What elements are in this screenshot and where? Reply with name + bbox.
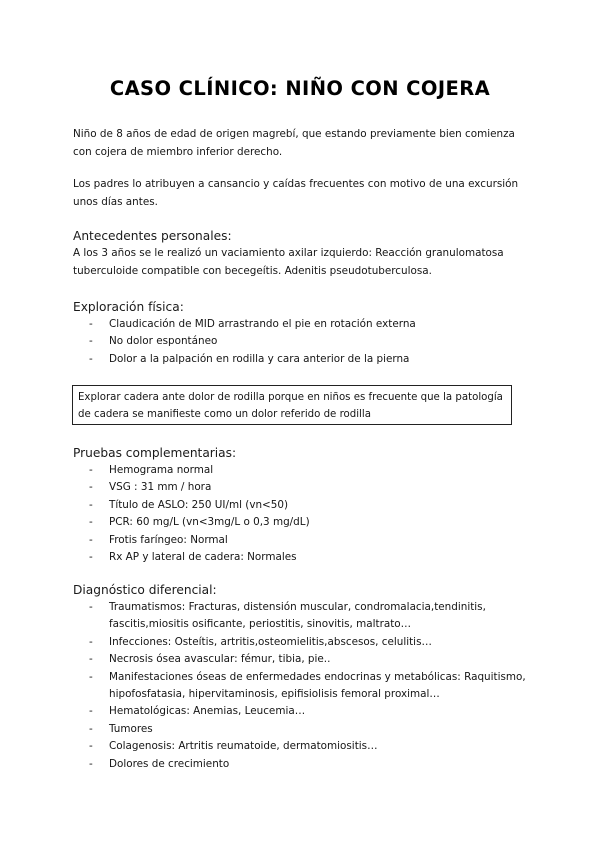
list-marker: - [89, 705, 93, 718]
list-item [73, 333, 533, 350]
callout-text: Explorar cadera ante dolor de rodilla porque en niños es frecuente que la patología de cadera se manifieste como un dolor referido de rodilla [78, 392, 503, 420]
list-marker: - [89, 533, 93, 546]
exploracion-heading: Exploración física: [73, 300, 184, 314]
list-marker: - [89, 352, 93, 365]
list-item [73, 462, 533, 479]
pruebas-heading: Pruebas complementarias: [73, 446, 237, 460]
list-item [73, 756, 533, 773]
list-item-text: Frotis faríngeo: Normal [109, 533, 228, 546]
list-item [73, 532, 533, 549]
list-item-text: Necrosis ósea avascular: fémur, tibia, pie.. [109, 653, 331, 666]
list-item-text: Dolor a la palpación en rodilla y cara anterior de la pierna [109, 352, 410, 365]
list-item [73, 351, 533, 368]
list-item [73, 549, 533, 566]
list-item [73, 479, 533, 496]
list-item [73, 721, 533, 738]
list-marker: - [89, 464, 93, 476]
list-item [73, 703, 533, 720]
list-marker: - [89, 551, 93, 564]
list-item-text: Hemograma normal [109, 464, 214, 476]
list-item-text: Dolores de crecimiento [109, 757, 230, 770]
pruebas-list [73, 462, 533, 566]
list-marker: - [89, 653, 93, 666]
list-marker: - [89, 498, 93, 511]
exploracion-list [73, 316, 533, 368]
list-marker: - [89, 722, 93, 735]
list-marker: - [89, 601, 93, 613]
list-item-text: Rx AP y lateral de cadera: Normales [109, 551, 297, 564]
intro-paragraph-2: Los padres lo atribuyen a cansancio y caídas frecuentes con motivo de una excursión unos días antes. [73, 178, 519, 208]
list-item [73, 514, 533, 531]
list-item [73, 634, 533, 651]
list-item-text: PCR: 60 mg/L (vn<3mg/L o 0,3 mg/dL) [109, 516, 310, 529]
list-item-text: No dolor espontáneo [109, 335, 218, 348]
list-marker: - [89, 335, 93, 348]
list-marker: - [89, 481, 93, 494]
page-title: CASO CLÍNICO: NIÑO CON COJERA [109, 77, 491, 100]
list-item [73, 738, 533, 755]
antecedentes-text: A los 3 años se le realizó un vaciamiento axilar izquierdo: Reacción granulomatosa tuberculoide compatible con becegeítis. Adenitis pseudotuberculosa. [73, 247, 504, 277]
list-item-text: Claudicación de MID arrastrando el pie en rotación externa [109, 318, 416, 330]
antecedentes-heading: Antecedentes personales: [73, 229, 232, 243]
list-item [73, 497, 533, 514]
list-marker: - [89, 318, 93, 330]
list-item-text: Traumatismos: Fracturas, distensión muscular, condromalacia,tendinitis, fascitis,miositis osificante, periostitis, sinovitis, maltrato… [109, 601, 486, 631]
list-item-text: Infecciones: Osteítis, artritis,osteomielitis,abscesos, celulitis… [109, 635, 432, 648]
list-marker: - [89, 740, 93, 753]
list-item-text: Título de ASLO: 250 UI/ml (vn<50) [109, 498, 289, 511]
list-marker: - [89, 635, 93, 648]
list-item [73, 669, 533, 704]
list-item-text: Hematológicas: Anemias, Leucemia… [109, 705, 306, 718]
list-marker: - [89, 757, 93, 770]
list-item [73, 651, 533, 668]
list-marker: - [89, 670, 93, 683]
list-item-text: VSG : 31 mm / hora [109, 481, 212, 494]
list-marker: - [89, 516, 93, 529]
list-item-text: Tumores [109, 722, 153, 735]
intro-paragraph-1: Niño de 8 años de edad de origen magrebí, que estando previamente bien comienza con cojera de miembro inferior derecho. [73, 128, 515, 158]
list-item-text: Colagenosis: Artritis reumatoide, dermatomiositis… [109, 740, 378, 753]
diagnostico-list [73, 599, 533, 773]
list-item [73, 599, 533, 634]
callout-box [72, 385, 512, 425]
diagnostico-heading: Diagnóstico diferencial: [73, 583, 217, 597]
list-item-text: Manifestaciones óseas de enfermedades endocrinas y metabólicas: Raquitismo, hipofosfatasia, hipervitaminosis, epifisiolisis femoral proximal… [109, 670, 526, 701]
list-item [73, 316, 533, 333]
